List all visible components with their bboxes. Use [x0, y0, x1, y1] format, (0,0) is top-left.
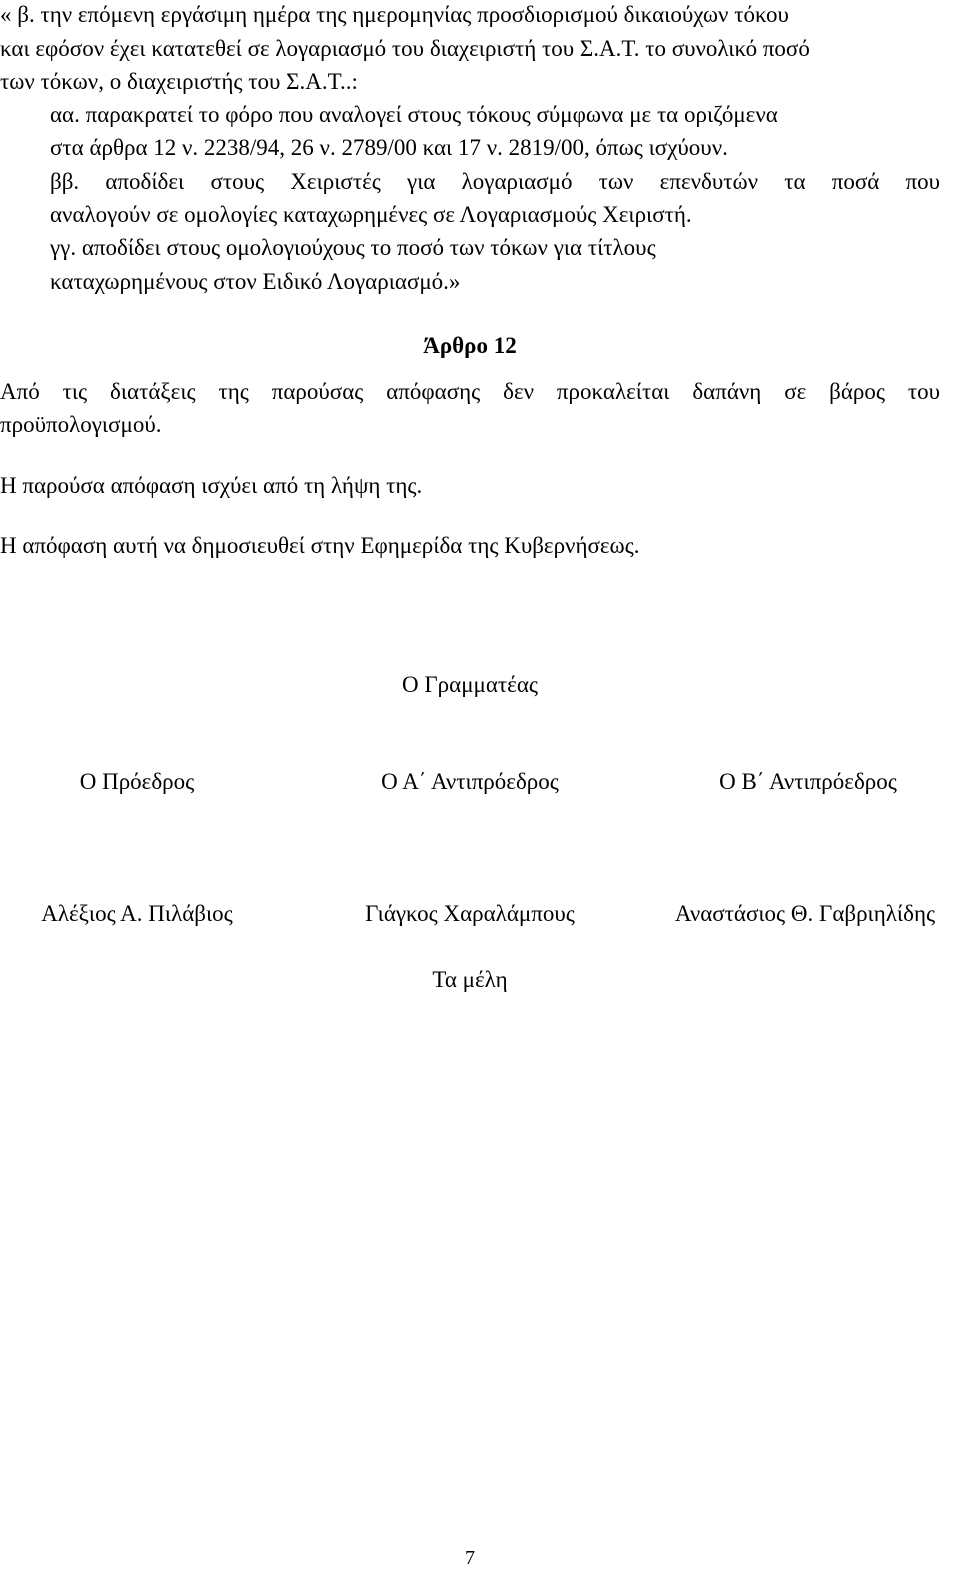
article-line-2: προϋπολογισμού. [0, 412, 162, 437]
text-line-3: των τόκων, ο διαχειριστής του Σ.Α.Τ..: [0, 69, 358, 94]
article-heading: Άρθρο 12 [423, 333, 517, 358]
text-line-bb: ββ. αποδίδει στους Χειριστές για λογαριασμό των επενδυτών τα ποσά που [50, 169, 940, 194]
text-line-1: « β. την επόμενη εργάσιμη ημέρα της ημερομηνίας προσδιορισμού δικαιούχων τόκου [0, 2, 789, 27]
validity-line: Η παρούσα απόφαση ισχύει από τη λήψη της. [0, 473, 423, 498]
text-line-aa: αα. παρακρατεί το φόρο που αναλογεί στους τόκους σύμφωνα με τα οριζόμενα [50, 102, 778, 127]
text-line-gg: γγ. αποδίδει στους ομολογιούχους το ποσό των τόκων για τίτλους [50, 235, 656, 260]
members-label: Τα μέλη [432, 967, 508, 992]
page-number: 7 [465, 1547, 475, 1569]
president-name: Αλέξιος Α. Πιλάβιος [41, 901, 233, 926]
text-line-7: αναλογούν σε ομολογίες καταχωρημένες σε Λογαριασμούς Χειριστή. [50, 202, 692, 227]
president-title: Ο Πρόεδρος [79, 769, 195, 794]
vice-president-b-name: Αναστάσιος Θ. Γαβριηλίδης [674, 901, 936, 926]
vice-president-a-title: Ο Α΄ Αντιπρόεδρος [381, 769, 559, 794]
secretary-title: Ο Γραμματέας [402, 672, 538, 697]
text-line-5: στα άρθρα 12 ν. 2238/94, 26 ν. 2789/00 και 17 ν. 2819/00, όπως ισχύουν. [50, 135, 728, 160]
article-line-1: Από τις διατάξεις της παρούσας απόφασης δεν προκαλείται δαπάνη σε βάρος του [0, 379, 940, 404]
text-line-9: καταχωρημένους στον Ειδικό Λογαριασμό.» [50, 269, 461, 294]
vice-president-a-name: Γιάγκος Χαραλάμπους [365, 901, 575, 926]
vice-president-b-title: Ο Β΄ Αντιπρόεδρος [719, 769, 897, 794]
text-line-2: και εφόσον έχει κατατεθεί σε λογαριασμό του διαχειριστή του Σ.Α.Τ. το συνολικό ποσό [0, 36, 810, 61]
publication-line: Η απόφαση αυτή να δημοσιευθεί στην Εφημερίδα της Κυβερνήσεως. [0, 533, 640, 558]
